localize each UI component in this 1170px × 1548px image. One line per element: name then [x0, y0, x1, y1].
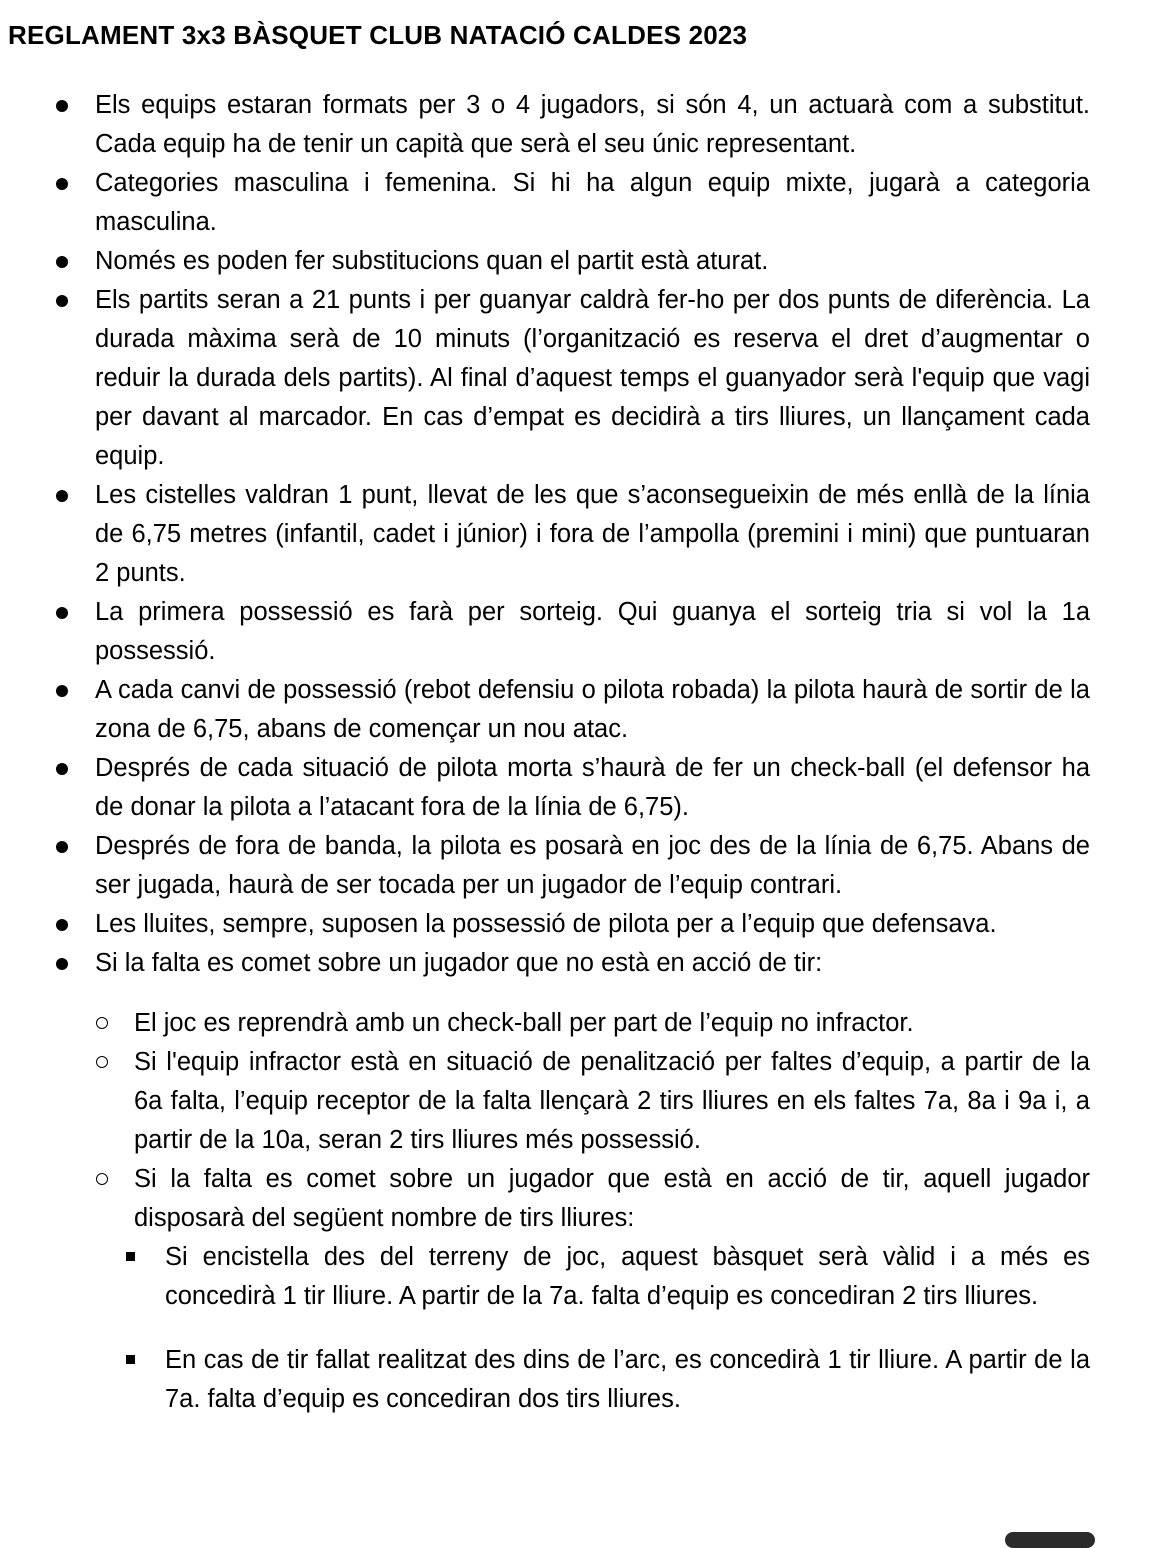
- rule-text: Les lluites, sempre, suposen la possessió de pilota per a l’equip que defensava.: [95, 910, 997, 938]
- bullet-icon: [56, 178, 68, 190]
- foul-sublist: [0, 1004, 1170, 1419]
- bullet-icon: [56, 100, 68, 112]
- list-item: [0, 86, 1090, 164]
- circle-bullet-icon: [96, 1017, 108, 1029]
- list-item: [0, 905, 1090, 944]
- list-item: [0, 593, 1090, 671]
- nested-list-item: [0, 1341, 1090, 1419]
- sub-list-item: [0, 1160, 1090, 1238]
- list-item: [0, 671, 1090, 749]
- rule-text: Els partits seran a 21 punts i per guanyar caldrà fer-ho per dos punts de diferència. La durada màxima serà de 10 minuts (l’organització es reserva el dret d’augmentar o reduir la durada dels partits). Al final d’aquest temps el guanyador serà l'equip que vagi per davant al marcador. En cas d’empat es decidirà a tirs lliures, un llançament cada equip.: [95, 286, 1090, 470]
- circle-bullet-icon: [96, 1056, 108, 1068]
- nested-rule-text: Si encistella des del terreny de joc, aquest bàsquet serà vàlid i a més es concedirà 1 tir lliure. A partir de la 7a. falta d’equip es concediran 2 tirs lliures.: [165, 1243, 1090, 1310]
- subrule-text: Si l'equip infractor està en situació de penalització per faltes d’equip, a partir de la 6a falta, l’equip receptor de la falta llençarà 2 tirs lliures en els faltes 7a, 8a i 9a i, a partir de la 10a, seran 2 tirs lliures més possessió.: [134, 1048, 1090, 1154]
- sub-list-item: [0, 1004, 1090, 1043]
- bullet-icon: [56, 919, 68, 931]
- rule-text: Categories masculina i femenina. Si hi ha algun equip mixte, jugarà a categoria masculina.: [95, 169, 1090, 236]
- list-item: [0, 281, 1090, 476]
- rule-text: A cada canvi de possessió (rebot defensiu o pilota robada) la pilota haurà de sortir de la zona de 6,75, abans de començar un nou atac.: [95, 676, 1090, 743]
- list-item: [0, 164, 1090, 242]
- rule-text: Els equips estaran formats per 3 o 4 jugadors, si són 4, un actuarà com a substitut. Cada equip ha de tenir un capità que serà el seu únic representant.: [95, 91, 1090, 158]
- rules-list: [0, 86, 1170, 983]
- subrule-text: El joc es reprendrà amb un check-ball per part de l’equip no infractor.: [134, 1009, 914, 1037]
- bullet-icon: [56, 685, 68, 697]
- list-item: [0, 476, 1090, 593]
- bullet-icon: [56, 841, 68, 853]
- bullet-icon: [56, 763, 68, 775]
- circle-bullet-icon: [96, 1173, 108, 1185]
- square-bullet-icon: [126, 1252, 135, 1261]
- list-item: [0, 749, 1090, 827]
- bullet-icon: [56, 607, 68, 619]
- rule-text: Si la falta es comet sobre un jugador que no està en acció de tir:: [95, 949, 823, 977]
- bullet-icon: [56, 958, 68, 970]
- page-edge-mark: [1005, 1532, 1095, 1548]
- rule-text: Després de cada situació de pilota morta s’haurà de fer un check-ball (el defensor ha de donar la pilota a l’atacant fora de la línia de 6,75).: [95, 754, 1090, 821]
- sub-list-item: [0, 1043, 1090, 1160]
- list-item: [0, 944, 1090, 983]
- square-bullet-icon: [126, 1355, 135, 1364]
- subrule-text: Si la falta es comet sobre un jugador que està en acció de tir, aquell jugador disposarà del següent nombre de tirs lliures:: [134, 1165, 1090, 1232]
- rule-text: Només es poden fer substitucions quan el partit està aturat.: [95, 247, 769, 275]
- bullet-icon: [56, 490, 68, 502]
- rule-text: Les cistelles valdran 1 punt, llevat de les que s’aconsegueixin de més enllà de la línia de 6,75 metres (infantil, cadet i júnior) i fora de l’ampolla (premini i mini) que puntuaran 2 punts.: [95, 481, 1090, 587]
- nested-list-item: [0, 1238, 1090, 1316]
- list-item: [0, 242, 1090, 281]
- document-title: REGLAMENT 3x3 BÀSQUET CLUB NATACIÓ CALDES 2023: [8, 20, 748, 50]
- nested-rule-text: En cas de tir fallat realitzat des dins de l’arc, es concedirà 1 tir lliure. A partir de la 7a. falta d’equip es concediran dos tirs lliures.: [165, 1346, 1090, 1413]
- rule-text: Després de fora de banda, la pilota es posarà en joc des de la línia de 6,75. Abans de ser jugada, haurà de ser tocada per un jugador de l’equip contrari.: [95, 832, 1090, 899]
- list-item: [0, 827, 1090, 905]
- bullet-icon: [56, 295, 68, 307]
- rule-text: La primera possessió es farà per sorteig. Qui guanya el sorteig tria si vol la 1a possessió.: [95, 598, 1090, 665]
- bullet-icon: [56, 256, 68, 268]
